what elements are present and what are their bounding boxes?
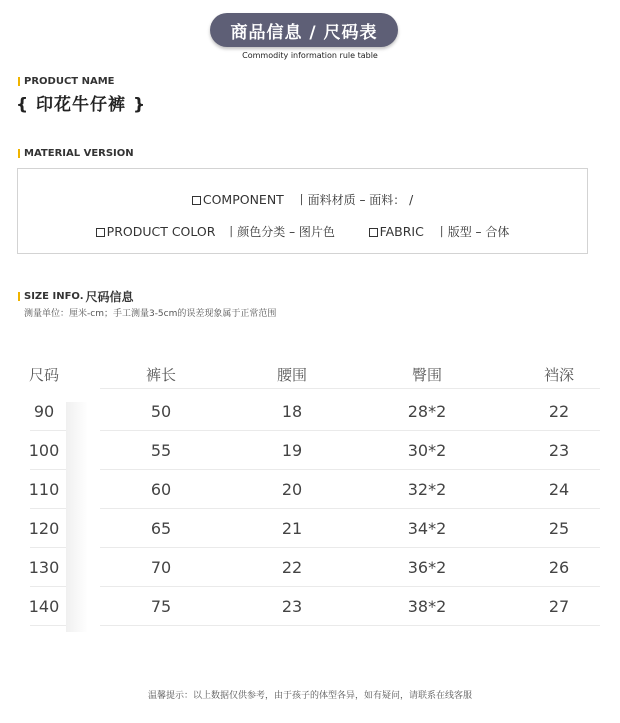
checkbox-square-icon <box>369 228 378 237</box>
table-cell: 27 <box>548 597 570 616</box>
header-banner <box>210 13 398 47</box>
table-cell: 75 <box>150 597 172 616</box>
size-info-section-label <box>18 288 134 305</box>
table-header-cell: 臀围 <box>411 366 442 384</box>
table-cell: 70 <box>150 558 172 577</box>
material-row-component <box>18 191 587 208</box>
header-divider <box>100 388 600 389</box>
table-cell: 23 <box>281 597 303 616</box>
table-cell: 36*2 <box>407 558 447 577</box>
fabric-value: 丨版型 – 合体 <box>435 225 510 239</box>
table-header-cell: 尺码 <box>28 366 59 384</box>
table-row-divider <box>100 508 600 509</box>
footer-note: 温馨提示：以上数据仅供参考，由于孩子的体型各异，如有疑问，请联系在线客服 <box>147 691 472 701</box>
table-cell: 21 <box>281 519 303 538</box>
material-label: MATERIAL VERSION <box>24 148 134 159</box>
table-row-divider <box>30 469 66 470</box>
header-title: 商品信息 / 尺码表 <box>230 22 378 43</box>
section-marker <box>18 149 20 158</box>
table-cell: 18 <box>281 402 303 421</box>
material-row-color <box>18 223 587 240</box>
table-cell: 22 <box>548 402 570 421</box>
table-cell: 20 <box>281 480 303 499</box>
table-row-divider <box>100 625 600 626</box>
table-cell: 22 <box>281 558 303 577</box>
table-header-cell: 裤长 <box>145 366 176 384</box>
table-row-divider <box>30 547 66 548</box>
product-name-section-label <box>18 76 114 87</box>
table-cell: 50 <box>150 402 172 421</box>
table-row-divider <box>100 547 600 548</box>
table-row-divider <box>30 430 66 431</box>
table-cell: 60 <box>150 480 172 499</box>
table-size-cell: 110 <box>28 480 60 499</box>
size-info-label-cn: 尺码信息 <box>85 290 134 304</box>
size-info-label-en: SIZE INFO. <box>24 291 84 302</box>
table-size-cell: 140 <box>28 597 60 616</box>
color-value: 丨颜色分类 – 图片色 <box>225 225 335 239</box>
checkbox-square-icon <box>96 228 105 237</box>
color-label: PRODUCT COLOR <box>106 224 216 239</box>
table-header-cell: 腰围 <box>276 366 307 384</box>
table-cell: 65 <box>150 519 172 538</box>
product-name-label: PRODUCT NAME <box>24 76 115 87</box>
table-cell: 23 <box>548 441 570 460</box>
fabric-label: FABRIC <box>379 224 424 239</box>
table-cell: 32*2 <box>407 480 447 499</box>
table-row-divider <box>100 586 600 587</box>
size-table <box>0 350 620 640</box>
table-size-cell: 120 <box>28 519 60 538</box>
product-name: { 印花牛仔裤 } <box>16 95 147 115</box>
table-size-cell: 90 <box>33 402 55 421</box>
table-row-divider <box>100 430 600 431</box>
table-cell: 30*2 <box>407 441 447 460</box>
material-section-label <box>18 148 134 159</box>
table-cell: 38*2 <box>407 597 447 616</box>
table-cell: 55 <box>150 441 172 460</box>
table-row-divider <box>100 469 600 470</box>
section-marker <box>18 77 20 86</box>
table-row-divider <box>30 625 66 626</box>
table-cell: 26 <box>548 558 570 577</box>
table-row-divider <box>30 586 66 587</box>
checkbox-square-icon <box>192 196 201 205</box>
size-info-note: 测量单位：厘米-cm；手工测量3-5cm的误差现象属于正常范围 <box>24 309 277 319</box>
material-box <box>17 168 588 254</box>
table-size-cell: 130 <box>28 558 60 577</box>
section-marker <box>18 292 20 301</box>
table-cell: 34*2 <box>407 519 447 538</box>
table-size-cell: 100 <box>28 441 60 460</box>
table-cell: 28*2 <box>407 402 447 421</box>
component-label: COMPONENT <box>202 192 284 207</box>
table-cell: 24 <box>548 480 570 499</box>
table-cell: 19 <box>281 441 303 460</box>
header-subtitle: Commodity information rule table <box>242 51 378 60</box>
table-row-divider <box>30 508 66 509</box>
table-cell: 25 <box>548 519 570 538</box>
table-header-cell: 裆深 <box>543 366 574 384</box>
component-value: 丨面料材质 – 面料： / <box>295 193 414 207</box>
